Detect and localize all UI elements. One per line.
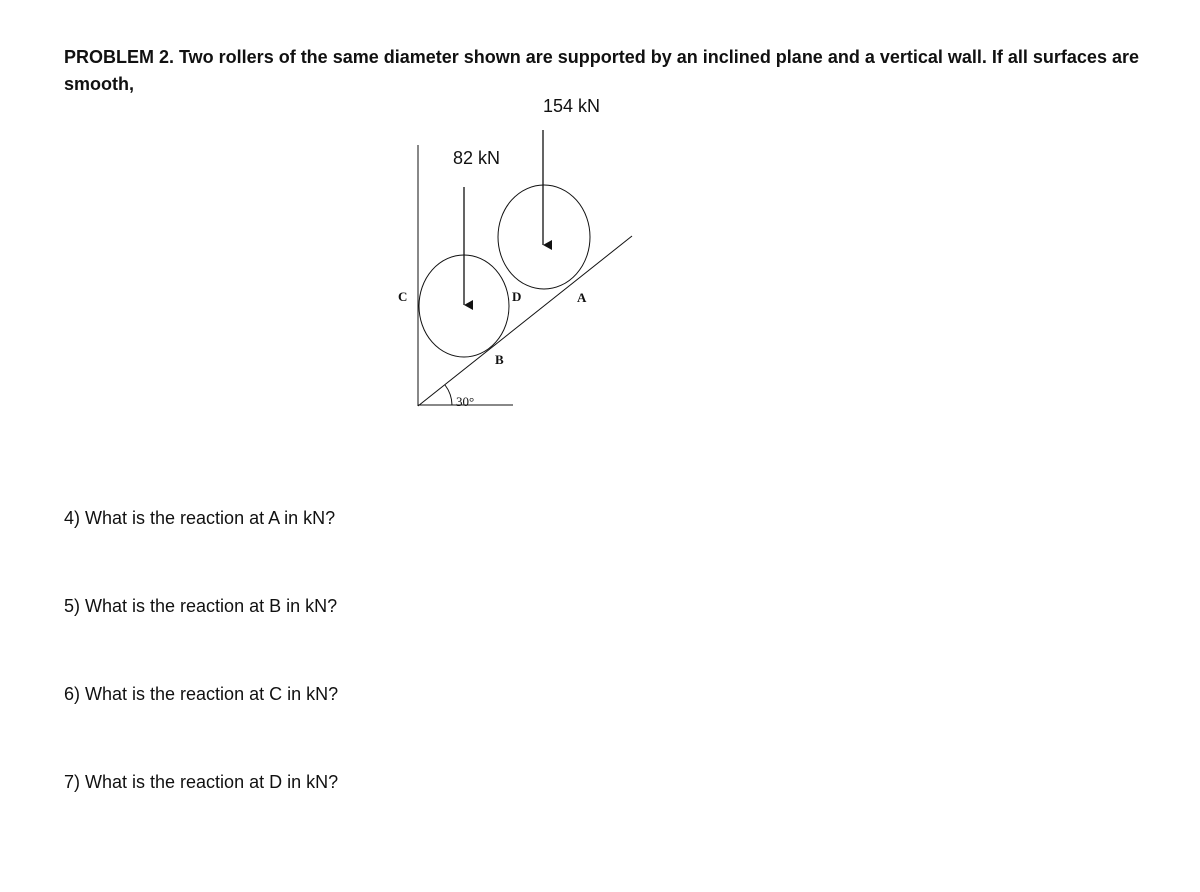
angle-arc bbox=[445, 385, 452, 405]
upper-roller-load-label: 154 kN bbox=[543, 96, 601, 116]
point-label-a: A bbox=[577, 290, 587, 305]
lower-roller-load-label: 82 kN bbox=[453, 148, 501, 168]
upper-roller bbox=[498, 185, 590, 289]
question-4: 4) What is the reaction at A in kN? bbox=[64, 508, 336, 528]
problem-statement: PROBLEM 2. Two rollers of the same diameter shown are supported by an inclined plane and a vertical wall. If all surfaces are smooth, bbox=[64, 47, 1139, 94]
point-label-b: B bbox=[495, 352, 504, 367]
point-label-c: C bbox=[398, 289, 408, 304]
question-5: 5) What is the reaction at B in kN? bbox=[64, 596, 338, 616]
question-7: 7) What is the reaction at D in kN? bbox=[64, 772, 339, 792]
point-label-d: D bbox=[512, 289, 522, 304]
inclined-plane bbox=[418, 236, 632, 406]
angle-label: 30° bbox=[456, 394, 475, 409]
question-6: 6) What is the reaction at C in kN? bbox=[64, 684, 339, 704]
